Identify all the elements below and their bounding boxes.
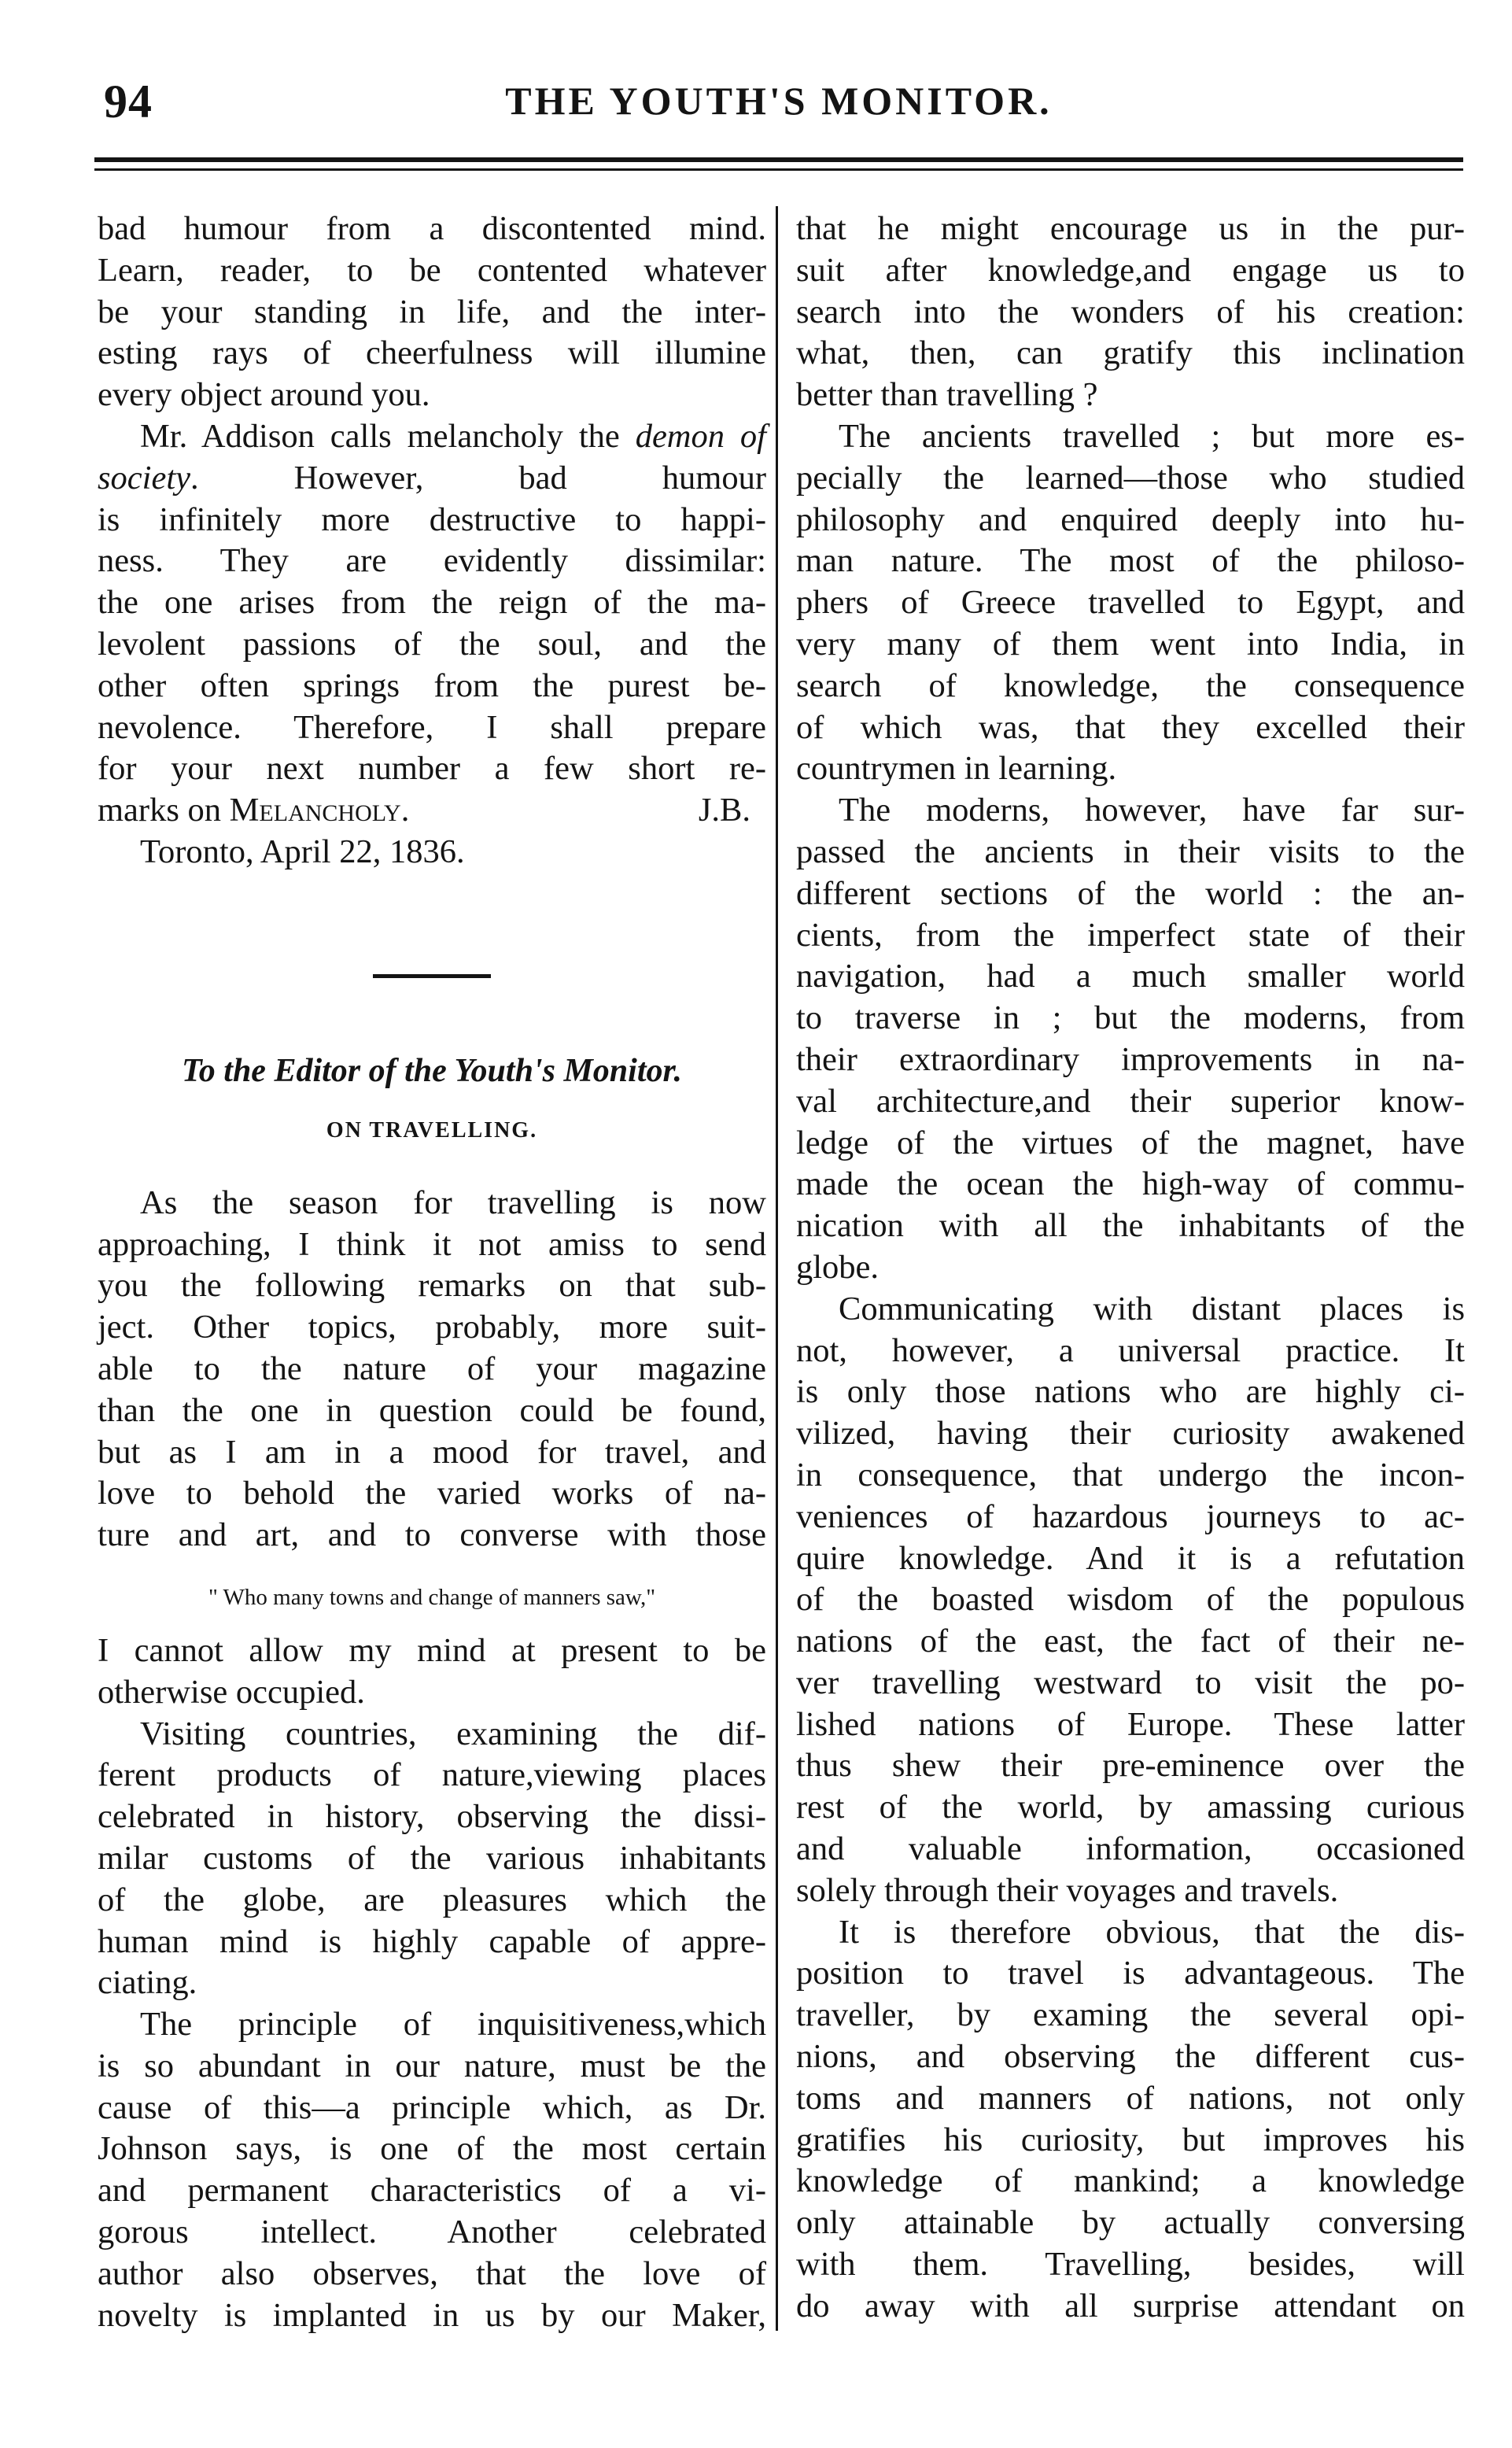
text-line: I cannot allow my mind at present to be bbox=[98, 1631, 766, 1669]
text-line: than the one in question could be found, bbox=[98, 1391, 766, 1429]
emphasis: demon of society bbox=[98, 417, 766, 497]
text-line: toms and manners of nations, not only bbox=[796, 2079, 1465, 2117]
text-line: celebrated in history, observing the dissi- bbox=[98, 1798, 766, 1836]
text-line: otherwise occupied. bbox=[98, 1673, 365, 1711]
text-line: of the globe, are pleasures which the bbox=[98, 1881, 766, 1918]
paragraph bbox=[98, 1714, 766, 2005]
text-line: nations of the east, the fact of their ne- bbox=[796, 1623, 1465, 1660]
text-line: novelty is implanted in us by our Maker, bbox=[98, 2296, 766, 2334]
text-line: their extraordinary improvements in na- bbox=[796, 1040, 1465, 1078]
text-line: do away with all surprise attendant on bbox=[796, 2287, 1465, 2324]
text-line: author also observes, that the love of bbox=[98, 2254, 766, 2292]
text-line: phers of Greece travelled to Egypt, and bbox=[796, 584, 1465, 622]
text-line: different sections of the world : the an- bbox=[796, 874, 1465, 912]
small-caps-word: Melancholy. bbox=[229, 792, 410, 829]
text-line: Johnson says, is one of the most certain bbox=[98, 2130, 766, 2168]
text-line: The moderns, however, have far sur- bbox=[839, 792, 1465, 829]
text-line: is only those nations who are highly ci- bbox=[796, 1373, 1465, 1411]
paragraph bbox=[98, 1183, 766, 1556]
paragraph bbox=[796, 209, 1465, 416]
verse-quotation: " Who many towns and change of manners saw," bbox=[208, 1584, 656, 1610]
section-divider bbox=[373, 974, 491, 978]
text-line: is infinitely more destructive to happi- bbox=[98, 500, 766, 538]
paragraph bbox=[98, 1630, 766, 1714]
text-line: ture and art, and to converse with those bbox=[98, 1516, 766, 1554]
text-line: Visiting countries, examining the dif- bbox=[140, 1715, 766, 1752]
paragraph bbox=[98, 416, 766, 873]
text-line: be your standing in life, and the inter- bbox=[98, 293, 766, 330]
text-line: but as I am in a mood for travel, and bbox=[98, 1433, 766, 1471]
text-line: It is therefore obvious, that the dis- bbox=[839, 1913, 1465, 1951]
header-rule-thick bbox=[94, 157, 1463, 162]
text-line: in consequence, that undergo the incon- bbox=[796, 1456, 1465, 1494]
text-line: rest of the world, by amassing curious bbox=[796, 1789, 1465, 1826]
text-line: The principle of inquisitiveness,which bbox=[140, 2006, 766, 2044]
text-line: navigation, had a much smaller world bbox=[796, 958, 1465, 995]
text-line: val architecture,and their superior know- bbox=[796, 1082, 1465, 1120]
text-line: for your next number a few short re- bbox=[98, 750, 766, 788]
paragraph bbox=[796, 1912, 1465, 2328]
text-line: Mr. Addison calls melancholy the demon of society. However, bad humour bbox=[98, 417, 766, 497]
text-line: gorous intellect. Another celebrated bbox=[98, 2214, 766, 2251]
text-line: of the boasted wisdom of the populous bbox=[796, 1581, 1465, 1619]
text-line: is so abundant in our nature, must be the bbox=[98, 2047, 766, 2084]
paragraph bbox=[98, 2004, 766, 2336]
text-line: Learn, reader, to be contented whatever bbox=[98, 251, 766, 289]
text-line: nication with all the inhabitants of the bbox=[796, 1207, 1465, 1245]
header-rule-thin bbox=[94, 168, 1463, 171]
text-line: approaching, I think it not amiss to send bbox=[98, 1225, 766, 1263]
text-line: thus shew their pre-eminence over the bbox=[796, 1747, 1465, 1785]
text-line: able to the nature of your magazine bbox=[98, 1350, 766, 1387]
text-line: ferent products of nature,viewing places bbox=[98, 1756, 766, 1794]
text-line: man nature. The most of the philoso- bbox=[796, 542, 1465, 580]
text-line: lished nations of Europe. These latter bbox=[796, 1705, 1465, 1743]
text-line: bad humour from a discontented mind. bbox=[98, 210, 766, 247]
text-line: knowledge of mankind; a knowledge bbox=[796, 2162, 1465, 2200]
text-line: levolent passions of the soul, and the bbox=[98, 625, 766, 663]
page-header bbox=[94, 75, 1463, 130]
text-line: nevolence. Therefore, I shall prepare bbox=[98, 708, 766, 746]
left-column bbox=[98, 209, 766, 2336]
paragraph bbox=[98, 209, 766, 416]
text-line: every object around you. bbox=[98, 376, 430, 414]
text-line: passed the ancients in their visits to the bbox=[796, 833, 1465, 870]
text-line: esting rays of cheerfulness will illumine bbox=[98, 334, 766, 372]
text-line: and permanent characteristics of a vi- bbox=[98, 2172, 766, 2210]
text-line: only attainable by actually conversing bbox=[796, 2204, 1465, 2242]
text-line: better than travelling ? bbox=[796, 376, 1098, 414]
text-line: ver travelling westward to visit the po- bbox=[796, 1663, 1465, 1701]
running-title: THE YOUTH'S MONITOR. bbox=[505, 79, 1053, 123]
text-line: nions, and observing the different cus- bbox=[796, 2038, 1465, 2076]
text-line: As the season for travelling is now bbox=[140, 1183, 766, 1221]
text-line: to traverse in ; but the moderns, from bbox=[796, 999, 1465, 1037]
text-line: gratifies his curiosity, but improves his bbox=[796, 2121, 1465, 2158]
text-line: that he might encourage us in the pur- bbox=[796, 210, 1465, 247]
article-heading: ON TRAVELLING. bbox=[326, 1117, 538, 1143]
text-line: veniences of hazardous journeys to ac- bbox=[796, 1497, 1465, 1535]
text-line: cause of this—a principle which, as Dr. bbox=[98, 2088, 766, 2126]
text-line: suit after knowledge,and engage us to bbox=[796, 251, 1465, 289]
signature: J.B. bbox=[698, 792, 750, 829]
dateline: Toronto, April 22, 1836. bbox=[140, 833, 465, 870]
text-line: what, then, can gratify this inclination bbox=[796, 334, 1465, 372]
text-line: search into the wonders of his creation: bbox=[796, 293, 1465, 330]
text-line: vilized, having their curiosity awakened bbox=[796, 1415, 1465, 1453]
text-line: love to behold the varied works of na- bbox=[98, 1475, 766, 1512]
text-line: not, however, a universal practice. It bbox=[796, 1331, 1465, 1369]
text-line: cients, from the imperfect state of their bbox=[796, 916, 1465, 954]
text-line: position to travel is advantageous. The bbox=[796, 1955, 1465, 1992]
text-line: pecially the learned—those who studied bbox=[796, 459, 1465, 497]
text-line: milar customs of the various inhabitants bbox=[98, 1839, 766, 1877]
text-line: traveller, by examing the several opi- bbox=[796, 1996, 1465, 2034]
text-line: made the ocean the high-way of commu- bbox=[796, 1165, 1465, 1203]
text-line: and valuable information, occasioned bbox=[796, 1830, 1465, 1868]
text-line: with them. Travelling, besides, will bbox=[796, 2246, 1465, 2284]
text-line: very many of them went into India, in bbox=[796, 625, 1465, 663]
text-line: The ancients travelled ; but more es- bbox=[839, 417, 1465, 455]
paragraph bbox=[796, 790, 1465, 1289]
paragraph bbox=[796, 416, 1465, 790]
text-line: countrymen in learning. bbox=[796, 750, 1117, 788]
text-line: ness. They are evidently dissimilar: bbox=[98, 542, 766, 580]
text-line: ciating. bbox=[98, 1964, 197, 2002]
text-line: ledge of the virtues of the magnet, have bbox=[796, 1124, 1465, 1161]
paragraph bbox=[796, 1289, 1465, 1912]
text-line: solely through their voyages and travels. bbox=[796, 1871, 1339, 1909]
text-line: human mind is highly capable of appre- bbox=[98, 1922, 766, 1960]
signature-line: marks on Melancholy. J.B. bbox=[98, 790, 766, 832]
text-line: quire knowledge. And it is a refutation bbox=[796, 1539, 1465, 1577]
text-line: you the following remarks on that sub- bbox=[98, 1267, 766, 1305]
text-line: globe. bbox=[796, 1248, 880, 1286]
letter-title: To the Editor of the Youth's Monitor. bbox=[181, 1052, 683, 1089]
text-line: the one arises from the reign of the ma- bbox=[98, 584, 766, 622]
text-line: search of knowledge, the consequence bbox=[796, 666, 1465, 704]
column-divider bbox=[776, 206, 778, 2331]
text-line: philosophy and enquired deeply into hu- bbox=[796, 500, 1465, 538]
page-number: 94 bbox=[104, 76, 153, 127]
text-line: of which was, that they excelled their bbox=[796, 708, 1465, 746]
text-line: other often springs from the purest be- bbox=[98, 666, 766, 704]
right-column bbox=[796, 209, 1465, 2328]
text-line: ject. Other topics, probably, more suit- bbox=[98, 1309, 766, 1346]
text-line: Communicating with distant places is bbox=[839, 1290, 1465, 1327]
